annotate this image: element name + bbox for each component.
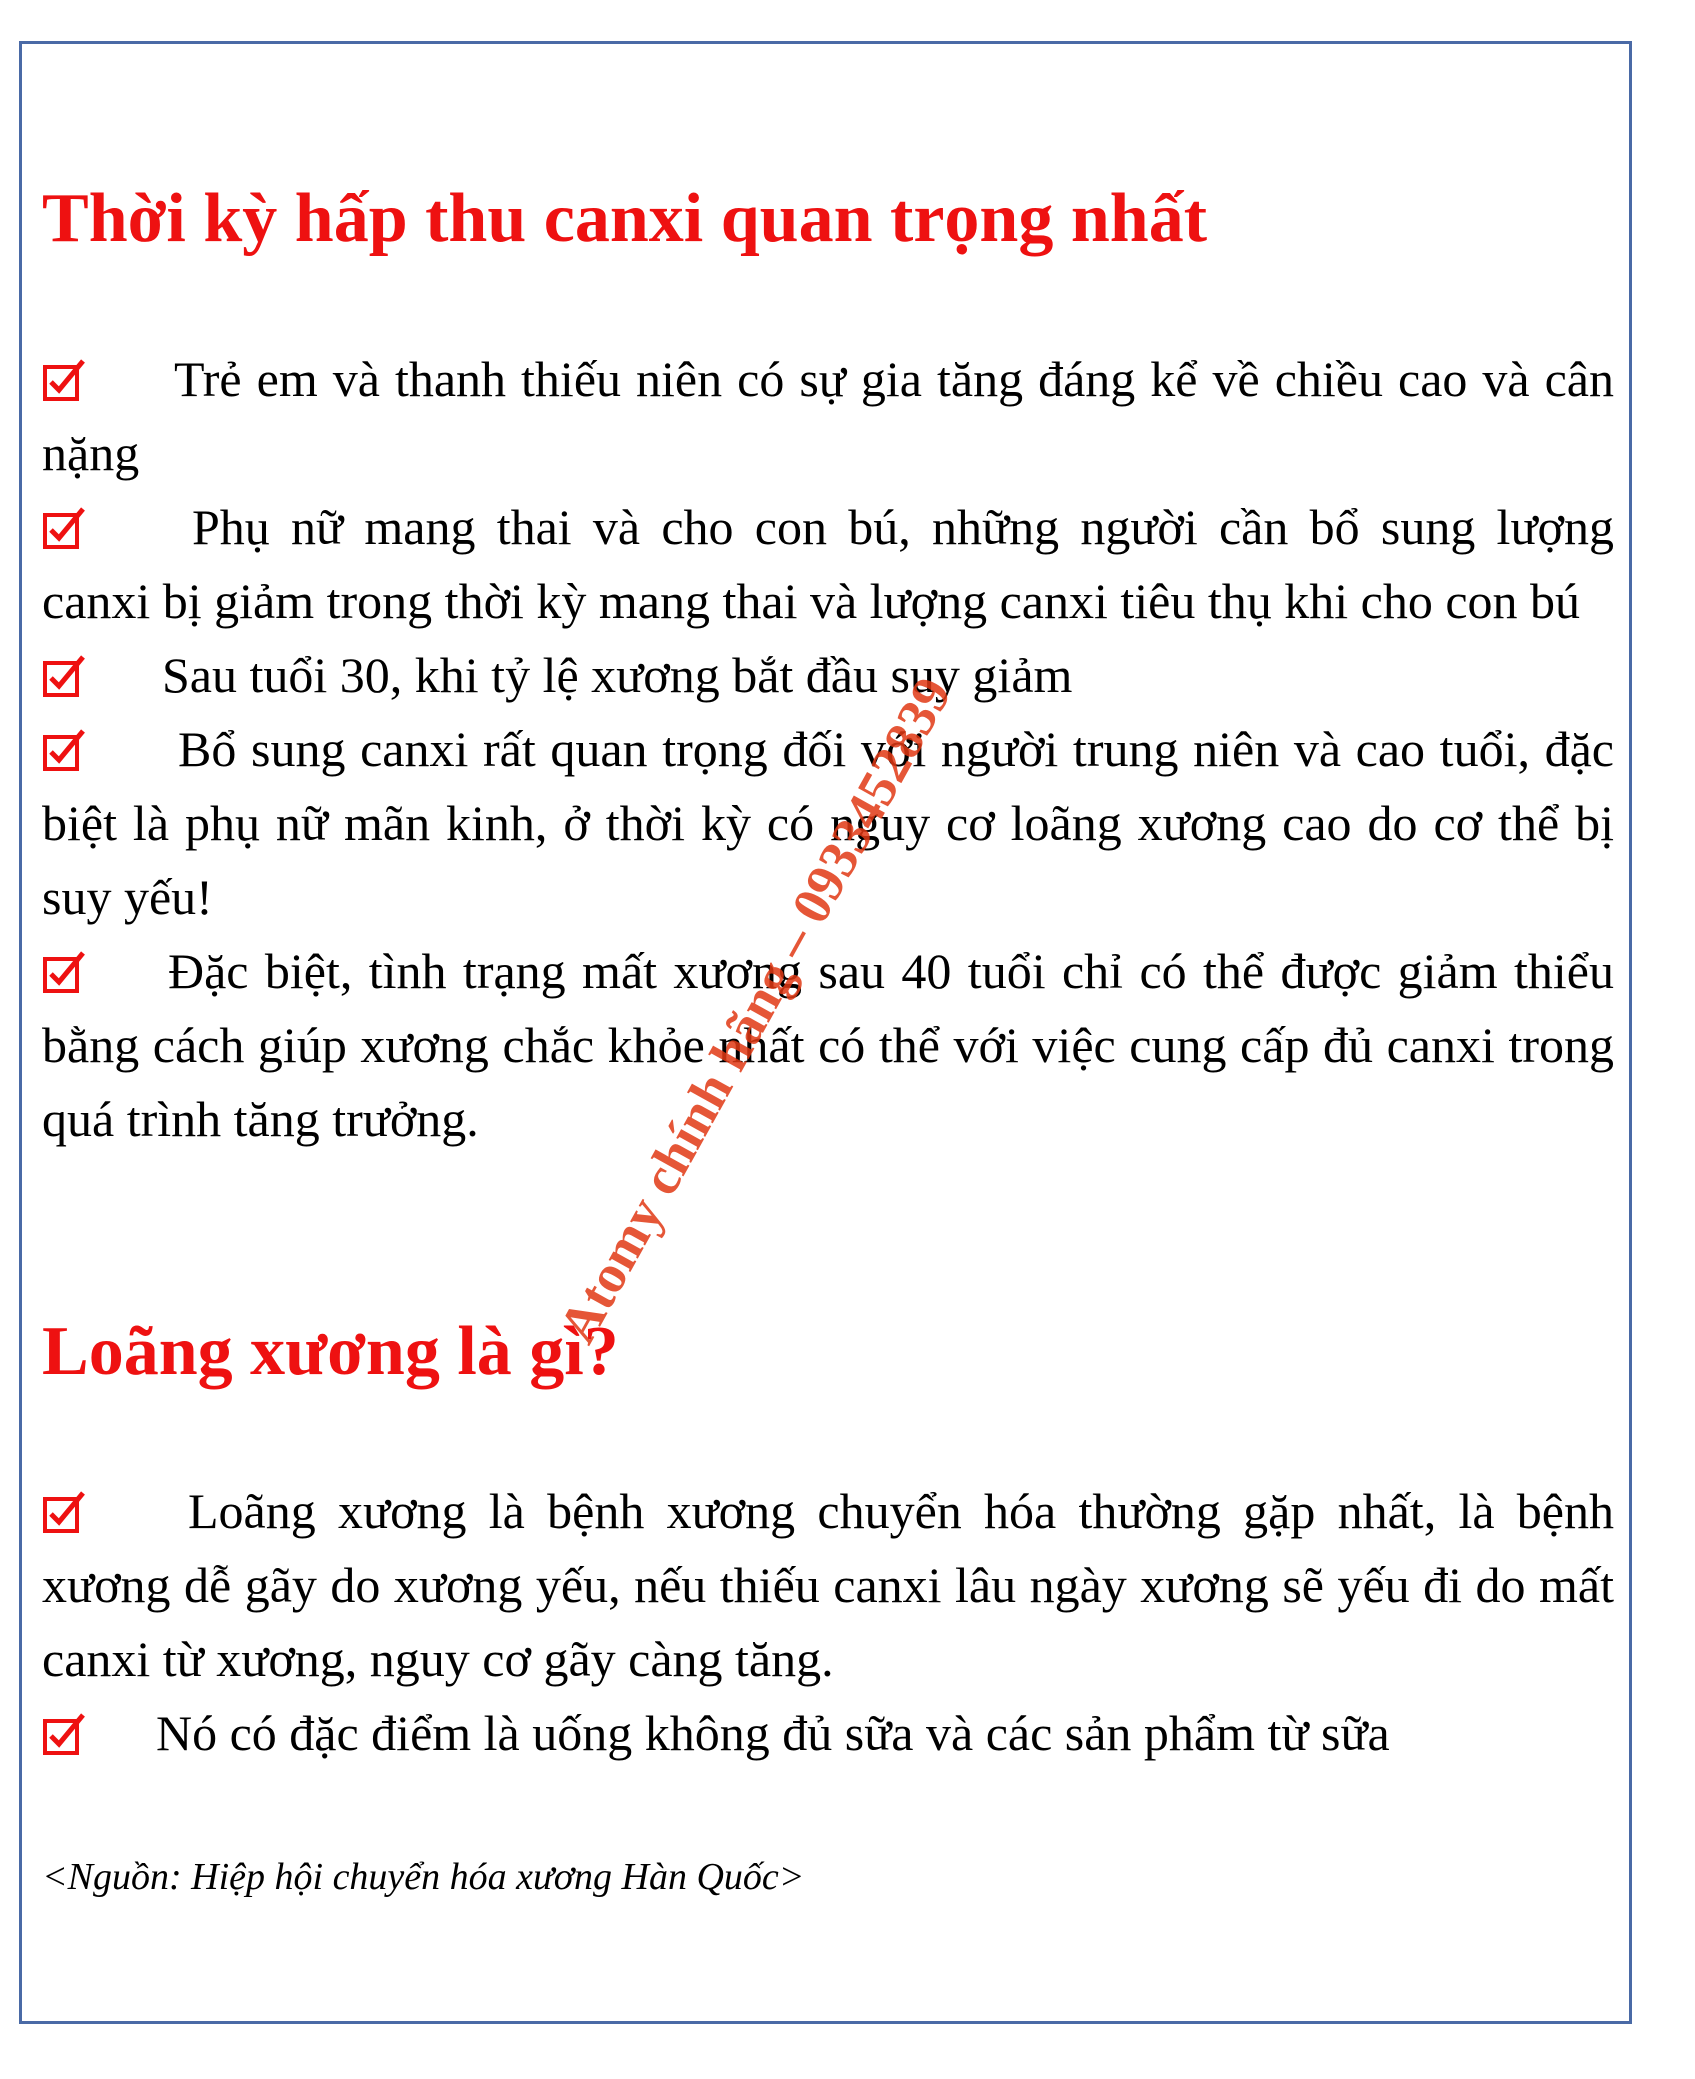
checkbox-checked-icon <box>42 950 86 994</box>
list-item <box>42 638 1614 712</box>
list-item-text: Phụ nữ mang thai và cho con bú, những người cần bổ sung lượng canxi bị giảm trong thời kỳ mang thai và lượng canxi tiêu thụ khi cho con bú <box>42 499 1614 629</box>
list-item <box>42 712 1614 934</box>
checkbox-checked-icon <box>42 506 86 550</box>
heading-osteoporosis: Loãng xương là gì? <box>42 1313 619 1390</box>
list-item <box>42 342 1614 490</box>
list-item <box>42 1696 1614 1770</box>
watermark: Atomy chính hãng – 0933452839 <box>546 667 964 1353</box>
list-item-text: Bổ sung canxi rất quan trọng đối với người trung niên và cao tuổi, đặc biệt là phụ nữ mãn kinh, ở thời kỳ có nguy cơ loãng xương cao do cơ thể bị suy yếu! <box>42 721 1614 925</box>
checkbox-checked-icon <box>42 728 86 772</box>
osteoporosis-list <box>42 1474 1614 1770</box>
list-item <box>42 934 1614 1156</box>
checkbox-checked-icon <box>42 1712 86 1756</box>
list-item-text: Trẻ em và thanh thiếu niên có sự gia tăng đáng kể về chiều cao và cân nặng <box>42 351 1614 481</box>
list-item-text: Đặc biệt, tình trạng mất xương sau 40 tuổi chỉ có thể được giảm thiểu bằng cách giúp xương chắc khỏe nhất có thể với việc cung cấp đủ canxi trong quá trình tăng trưởng. <box>42 943 1614 1147</box>
checkbox-checked-icon <box>42 1490 86 1534</box>
list-item <box>42 1474 1614 1696</box>
checkbox-checked-icon <box>42 358 86 402</box>
list-item-text: Loãng xương là bệnh xương chuyển hóa thường gặp nhất, là bệnh xương dễ gãy do xương yếu, nếu thiếu canxi lâu ngày xương sẽ yếu đi do mất canxi từ xương, nguy cơ gãy càng tăng. <box>42 1483 1614 1687</box>
list-item-text: Nó có đặc điểm là uống không đủ sữa và các sản phẩm từ sữa <box>156 1705 1390 1761</box>
calcium-absorption-list <box>42 342 1614 1156</box>
source-citation: <Nguồn: Hiệp hội chuyển hóa xương Hàn Quốc> <box>42 1856 805 1898</box>
heading-calcium-absorption: Thời kỳ hấp thu canxi quan trọng nhất <box>42 180 1208 257</box>
list-item-text: Sau tuổi 30, khi tỷ lệ xương bắt đầu suy giảm <box>162 647 1073 703</box>
checkbox-checked-icon <box>42 654 86 698</box>
list-item <box>42 490 1614 638</box>
